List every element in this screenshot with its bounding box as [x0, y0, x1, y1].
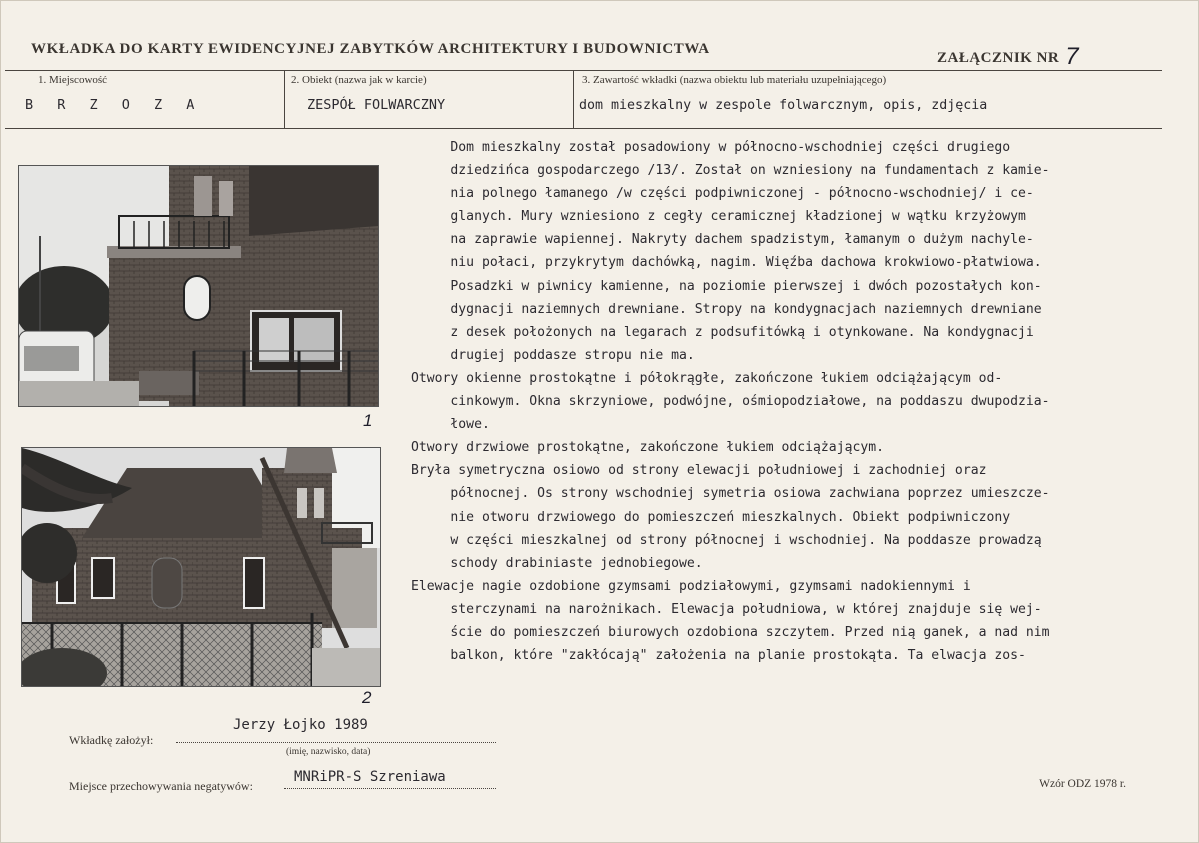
body-line: na zaprawie wapiennej. Nakryty dachem spadzistym, łamanym o dużym nachyle-: [411, 232, 1034, 248]
appendix-number: 7: [1065, 43, 1080, 70]
body-line: Bryła symetryczna osiowo od strony elewacji południowej i zachodniej oraz: [411, 463, 987, 479]
body-line: niu połaci, przykrytym dachówką, nagim. Więźba dachowa krokwiowo-płatwiowa.: [411, 255, 1042, 271]
body-line: północnej. Os strony wschodniej symetria osiowa zachwiana poprzez umieszcze-: [411, 486, 1050, 502]
field-divider-1: [284, 70, 285, 128]
body-line: Otwory okienne prostokątne i półokrągłe, zakończone łukiem odciążającym od-: [411, 370, 1003, 386]
photo-1-number: 1: [363, 411, 373, 430]
body-line: Posadzki w piwnicy kamienne, na poziomie pierwszej i dwóch pozostałych kon-: [411, 278, 1042, 294]
body-line: nia polnego łamanego /w części podpiwniczonej - północno-wschodniej/ i ce-: [411, 186, 1034, 202]
appendix-label: [937, 41, 1079, 69]
body-line: dygnacji naziemnych drewniane. Stropy na kondygnacjach naziemnych drewniane: [411, 301, 1042, 317]
field-divider-2: [573, 70, 574, 128]
header-rule-bottom: [5, 128, 1162, 129]
storage-dotted-line: [284, 788, 496, 789]
body-line: cinkowym. Okna skrzyniowe, podwójne, ośmiopodziałowe, na poddaszu dwupodzia-: [411, 394, 1050, 410]
founder-hint: (imię, nazwisko, data): [286, 747, 371, 757]
body-line: łowe.: [411, 417, 490, 433]
body-line: sterczynami na narożnikach. Elewacja południowa, w której znajduje się wej-: [411, 601, 1042, 617]
header-rule-top: [5, 70, 1162, 71]
founder-dotted-line: [176, 742, 496, 743]
body-line: w części mieszkalnej od strony północnej i wschodniej. Na poddasze prowadzą: [411, 532, 1042, 548]
appendix-label-text: ZAŁĄCZNIK NR: [937, 50, 1060, 66]
photo-2-number: 2: [362, 688, 372, 707]
object-value: ZESPÓŁ FOLWARCZNY: [307, 97, 446, 113]
photo-1: [18, 165, 379, 407]
storage-value: MNRiPR-S Szreniawa: [294, 769, 446, 785]
photo-2: [21, 447, 381, 687]
body-line: glanych. Mury wzniesiono z cegły ceramicznej kładzionej w wątku krzyżowym: [411, 209, 1026, 225]
body-line: Dom mieszkalny został posadowiony w północno-wschodniej części drugiego: [411, 140, 1011, 155]
photo-2-image: [22, 448, 380, 686]
place-label: 1. Miejscowość: [38, 74, 108, 86]
body-line: nie otworu drzwiowego do pomieszczeń mieszkalnych. Obiekt podpiwniczony: [411, 509, 1011, 525]
founder-label: Wkładkę założył:: [69, 733, 154, 747]
body-line: Otwory drzwiowe prostokątne, zakończone łukiem odciążającym.: [411, 440, 884, 456]
body-line: z desek położonych na legarach z podsufitówką i otynkowane. Na kondygnacji: [411, 324, 1034, 340]
body-line: dziedzińca gospodarczego /13/. Został on wzniesiony na fundamentach z kamie-: [411, 163, 1050, 179]
content-label: 3. Zawartość wkładki (nazwa obiektu lub materiału uzupełniającego): [582, 74, 887, 86]
body-line: schody drabiniaste jednobiegowe.: [411, 555, 703, 571]
storage-label: Miejsce przechowywania negatywów:: [69, 779, 253, 793]
content-value: dom mieszkalny w zespole folwarcznym, opis, zdjęcia: [579, 98, 988, 113]
body-line: Elewacje nagie ozdobione gzymsami podziałowymi, gzymsami nadokiennymi i: [411, 578, 971, 594]
card-title: WKŁADKA DO KARTY EWIDENCYJNEJ ZABYTKÓW ARCHITEKTURY I BUDOWNICTWA: [31, 41, 710, 57]
body-line: balkon, które "zakłócają" założenia na planie prostokąta. Ta elwacja zos-: [411, 648, 1026, 664]
object-label: 2. Obiekt (nazwa jak w karcie): [291, 74, 427, 86]
description-text: [411, 136, 1181, 667]
place-value: B R Z O Z A: [25, 97, 203, 113]
founder-value: Jerzy Łojko 1989: [233, 717, 368, 733]
body-line: ście do pomieszczeń biurowych ozdobiona szczytem. Przed nią ganek, a nad nim: [411, 624, 1050, 640]
form-model: Wzór ODZ 1978 r.: [1039, 778, 1126, 790]
body-line: drugiej poddasze stropu nie ma.: [411, 347, 695, 363]
photo-1-image: [19, 166, 378, 406]
